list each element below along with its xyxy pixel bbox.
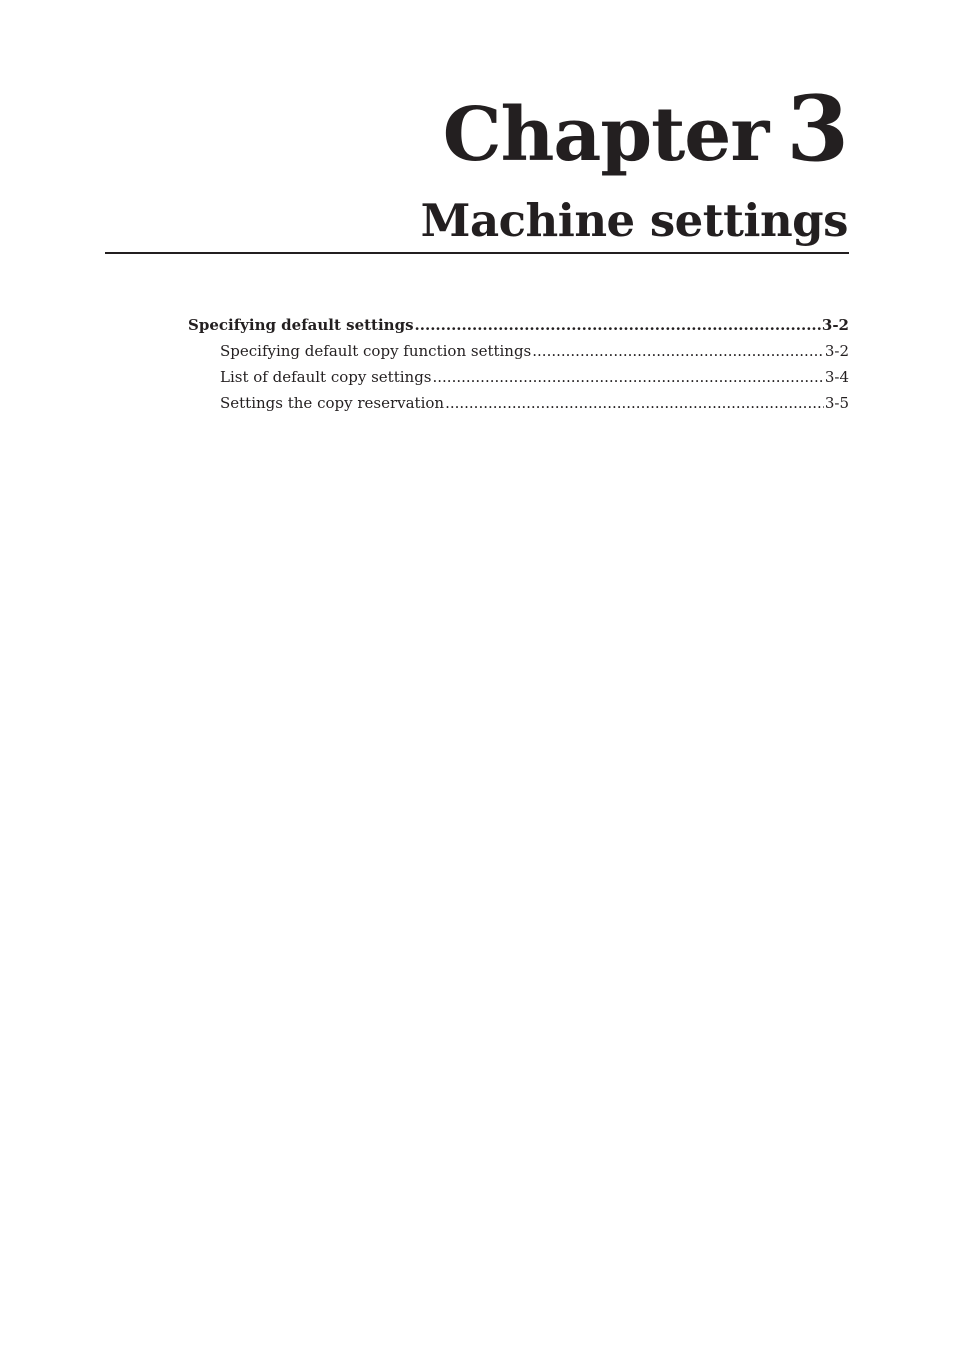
toc-entry-label: Specifying default settings [188,316,414,334]
toc-dot-leader [433,364,824,390]
toc-entry-page: 3-2 [824,342,849,360]
toc-entry-page: 3-5 [824,394,849,412]
toc-entry[interactable] [220,338,849,364]
title-divider [105,252,849,254]
toc-entry[interactable] [220,390,849,416]
toc-entry[interactable] [188,312,849,338]
chapter-number: 3 [786,76,848,182]
toc-entry-label: Specifying default copy function settings [220,342,532,360]
toc-entry-label: List of default copy settings [220,368,432,386]
chapter-heading [442,76,848,182]
toc-entry-page: 3-4 [824,368,849,386]
toc-entry-label: Settings the copy reservation [220,394,445,412]
toc-dot-leader [415,312,821,338]
chapter-word: Chapter [442,92,769,178]
chapter-title: Machine settings [420,194,848,247]
table-of-contents [188,312,849,416]
toc-entry-page: 3-2 [821,316,849,334]
toc-dot-leader [532,338,824,364]
toc-entry[interactable] [220,364,849,390]
toc-dot-leader [445,390,824,416]
